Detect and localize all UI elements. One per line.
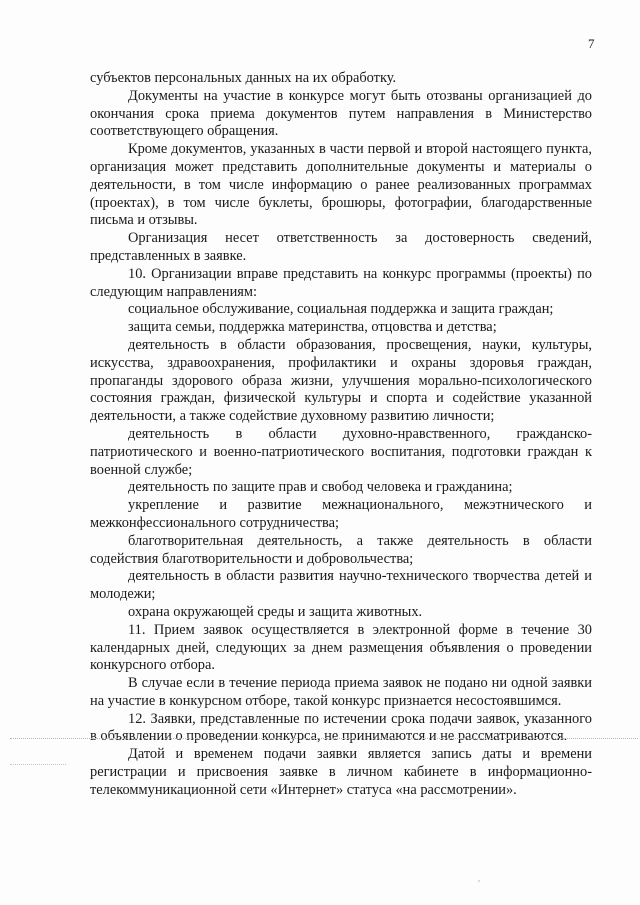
- scan-speck: [478, 880, 480, 882]
- paragraph: субъектов персональных данных на их обработку.: [90, 70, 397, 86]
- list-item: деятельность по защите прав и свобод человека и гражданина;: [128, 479, 513, 496]
- list-item: социальное обслуживание, социальная поддержка и защита граждан;: [128, 301, 554, 318]
- list-item: деятельность в области развития научно-технического творчества детей и молодежи;: [90, 568, 592, 603]
- document-body: [90, 70, 592, 800]
- paragraph: Датой и временем подачи заявки является запись даты и времени регистрации и присвоения заявке в личном кабинете в информационно-телекоммуникационной сети «Интернет» статуса «на рассмотрении».: [90, 746, 592, 798]
- paragraph: В случае если в течение периода приема заявок не подано ни одной заявки на участие в конкурсном отборе, такой конкурс признается несостоявшимся.: [90, 675, 592, 709]
- list-item: укрепление и развитие межнационального, межэтнического и межконфессионального сотрудничества;: [90, 497, 592, 531]
- list-item: благотворительная деятельность, а также деятельность в области содействия благотворительности и добровольчества;: [90, 532, 592, 567]
- paragraph: Организация несет ответственность за достоверность сведений, представленных в заявке.: [90, 230, 592, 264]
- list-item: защита семьи, поддержка материнства, отцовства и детства;: [128, 319, 497, 336]
- list-item: деятельность в области образования, просвещения, науки, культуры, искусства, здравоохранения, профилактики и охраны здоровья граждан, пропаганды здорового образа жизни, улучшения морально-психологического состояния граждан, физической культуры и спорта и содействие указанной деятельности, а также содействие духовному развитию личности;: [90, 336, 592, 425]
- list-item: деятельность в области духовно-нравственного, гражданско-патриотического и военно-патриотического воспитания, подготовки граждан к военной службе;: [90, 425, 592, 478]
- paragraph: Кроме документов, указанных в части первой и второй настоящего пункта, организация может представить дополнительные документы и материалы о деятельности, в том числе информацию о ранее реализованных программах (проектах), в том числе буклеты, брошюры, фотографии, благодарственные письма и отзывы.: [90, 141, 592, 229]
- paragraph: Документы на участие в конкурсе могут быть отозваны организацией до окончания срока приема документов путем направления в Министерство соответствующего обращения.: [90, 87, 592, 140]
- page-number: 7: [588, 36, 595, 51]
- list-item: охрана окружающей среды и защита животных.: [128, 603, 423, 620]
- paragraph: 11. Прием заявок осуществляется в электронной форме в течение 30 календарных дней, следующих за днем размещения объявления о проведении конкурсного отбора.: [90, 621, 592, 674]
- scan-artifact-line: [10, 738, 638, 739]
- paragraph: 10. Организации вправе представить на конкурс программы (проекты) по следующим направлениям:: [90, 265, 592, 300]
- scan-artifact-line: [10, 764, 66, 765]
- paragraph: 12. Заявки, представленные по истечении срока подачи заявок, указанного в объявлении о проведении конкурса, не принимаются и не рассматриваются.: [90, 710, 592, 745]
